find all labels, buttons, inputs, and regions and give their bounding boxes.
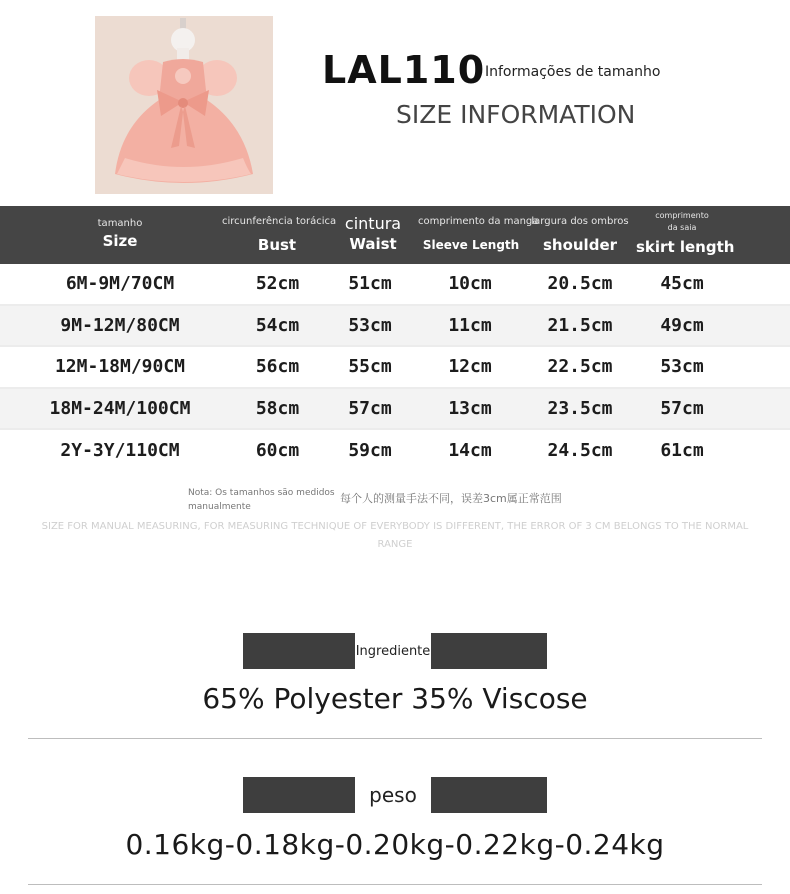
cell-waist: 55cm: [348, 356, 392, 378]
cell-skirt: 53cm: [660, 356, 704, 378]
table-row: [0, 264, 790, 306]
cell-shoulder: 21.5cm: [547, 314, 613, 336]
size-info-title-en: SIZE INFORMATION: [396, 100, 636, 129]
banner-bar-left: [243, 777, 355, 813]
header-shoulder-pt: largura dos ombros: [531, 216, 629, 227]
banner-bar-right: [431, 633, 547, 669]
cell-waist: 57cm: [348, 397, 392, 419]
divider: [28, 738, 762, 739]
header-sleeve-en: Sleeve Length: [422, 238, 520, 252]
weight-value: 0.16kg-0.18kg-0.20kg-0.22kg-0.24kg: [125, 828, 665, 861]
cell-sleeve: 12cm: [448, 356, 492, 378]
cell-bust: 60cm: [255, 440, 300, 462]
cell-size: 12M-18M/90CM: [54, 356, 186, 378]
cell-bust: 54cm: [255, 314, 300, 336]
header-waist: [335, 206, 411, 272]
cell-waist: 59cm: [348, 440, 392, 462]
table-row: [0, 389, 790, 431]
cell-shoulder: 24.5cm: [547, 440, 613, 462]
header-sleeve-pt: comprimento da manga: [418, 216, 539, 227]
cell-shoulder: 22.5cm: [547, 356, 613, 378]
measurement-note-pt: Nota: Os tamanhos são medidos manualmente: [188, 488, 335, 512]
header-skirt-pt: comprimento da saia: [655, 211, 709, 232]
header-shoulder-en: shoulder: [542, 236, 618, 254]
cell-skirt: 49cm: [660, 314, 704, 336]
cell-waist: 53cm: [348, 314, 392, 336]
cell-sleeve: 14cm: [448, 440, 492, 462]
header-waist-pt: cintura: [344, 214, 402, 233]
header-size-en: Size: [102, 232, 138, 250]
material-label: Ingrediente: [355, 643, 431, 659]
divider: [28, 884, 762, 885]
dress-illustration: [95, 16, 273, 194]
header-bust-en: Bust: [257, 236, 297, 254]
header-skirt-en: skirt length: [636, 238, 735, 256]
measurement-note-en: SIZE FOR MANUAL MEASURING, FOR MEASURING TECHNIQUE OF EVERYBODY IS DIFFERENT, THE ERROR OF 3 CM BELONGS TO THE NORMAL RANGE: [41, 521, 749, 550]
cell-bust: 58cm: [255, 397, 300, 419]
cell-size: 18M-24M/100CM: [49, 397, 191, 419]
table-row: [0, 306, 790, 348]
size-info-title-pt: Informações de tamanho: [485, 64, 661, 80]
weight-label: peso: [369, 783, 417, 807]
cell-bust: 52cm: [255, 273, 300, 295]
cell-skirt: 61cm: [660, 440, 704, 462]
cell-skirt: 57cm: [660, 397, 704, 419]
model-code: LAL110: [322, 48, 486, 92]
measurement-note-cn: 每个人的测量手法不同，误差3cm属正常范围: [340, 492, 562, 505]
weight-banner: [243, 777, 547, 813]
size-table: [0, 206, 790, 472]
material-value: 65% Polyester 35% Viscose: [202, 682, 588, 715]
header-bust-pt: circunferência torácica: [222, 216, 337, 227]
cell-sleeve: 13cm: [448, 397, 492, 419]
table-row: [0, 347, 790, 389]
cell-skirt: 45cm: [660, 273, 704, 295]
material-banner: [243, 633, 547, 669]
header-waist-en: Waist: [349, 235, 397, 253]
cell-size: 6M-9M/70CM: [65, 273, 175, 295]
table-header: [0, 206, 790, 264]
cell-waist: 51cm: [348, 273, 392, 295]
cell-bust: 56cm: [255, 356, 300, 378]
cell-sleeve: 11cm: [448, 314, 492, 336]
header-size-pt: tamanho: [97, 218, 143, 229]
cell-size: 9M-12M/80CM: [60, 314, 180, 336]
cell-shoulder: 23.5cm: [547, 397, 613, 419]
cell-shoulder: 20.5cm: [547, 273, 613, 295]
banner-bar-right: [431, 777, 547, 813]
banner-bar-left: [243, 633, 355, 669]
cell-size: 2Y-3Y/110CM: [60, 440, 180, 462]
product-photo: [95, 16, 273, 194]
cell-sleeve: 10cm: [448, 273, 492, 295]
table-row: [0, 430, 790, 472]
header-skirt: [636, 206, 735, 268]
